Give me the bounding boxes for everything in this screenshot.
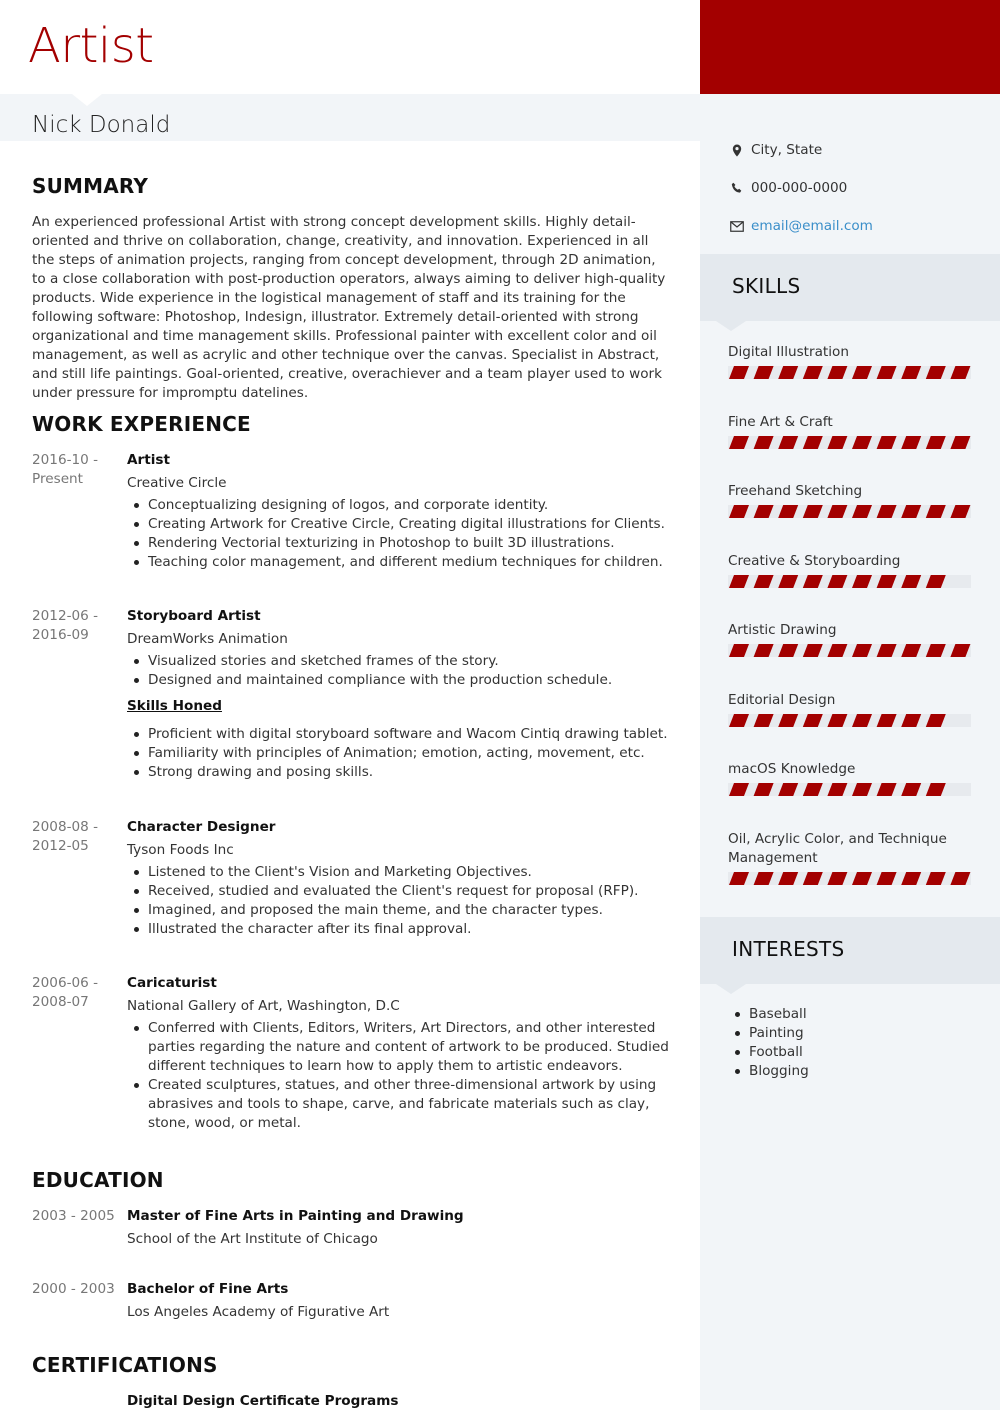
job-org: DreamWorks Animation — [127, 631, 288, 647]
skill-label: Creative & Storyboarding — [728, 553, 901, 569]
job-org: Tyson Foods Inc — [127, 842, 234, 858]
education-date: 2003 - 2005 — [32, 1208, 115, 1224]
skill-rating-bar — [728, 872, 973, 885]
job-date: 2016-10 - Present — [32, 452, 99, 487]
list-item: Strong drawing and posing skills. — [127, 763, 672, 782]
job-role: Character Designer — [127, 819, 276, 835]
list-item: Baseball — [728, 1005, 809, 1024]
skills-notch — [716, 321, 746, 331]
skill-label: Digital Illustration — [728, 344, 849, 360]
skill-rating-bar — [728, 366, 973, 379]
skills-honed-heading: Skills Honed — [127, 698, 222, 714]
skill-label: Editorial Design — [728, 692, 836, 708]
skills-band — [700, 254, 1000, 321]
list-item: Teaching color management, and different medium techniques for children. — [127, 553, 672, 572]
job-org: National Gallery of Art, Washington, D.C — [127, 998, 400, 1014]
list-item: Imagined, and proposed the main theme, and the character types. — [127, 901, 672, 920]
school: Los Angeles Academy of Figurative Art — [127, 1304, 390, 1320]
name-notch — [72, 94, 102, 106]
degree: Master of Fine Arts in Painting and Drawing — [127, 1208, 464, 1224]
person-name: Nick Donald — [32, 112, 171, 138]
job-date: 2008-08 - 2012-05 — [32, 819, 99, 854]
interests-heading: INTERESTS — [732, 937, 845, 961]
job-role: Storyboard Artist — [127, 608, 261, 624]
job-role: Caricaturist — [127, 975, 217, 991]
job-date: 2012-06 - 2016-09 — [32, 608, 99, 643]
school: School of the Art Institute of Chicago — [127, 1231, 378, 1247]
education-date: 2000 - 2003 — [32, 1281, 115, 1297]
envelope-icon — [730, 219, 744, 233]
skill-rating-bar — [728, 783, 973, 796]
email-link[interactable]: email@email.com — [751, 218, 873, 234]
skill-row — [728, 691, 973, 727]
job-date: 2006-06 - 2008-07 — [32, 975, 99, 1010]
list-item: Created sculptures, statues, and other three-dimensional artwork by using abrasives and tools to shape, carve, and fabricate materials such as clay, stone, wood, or metal. — [127, 1076, 672, 1133]
list-item: Creating Artwork for Creative Circle, Creating digital illustrations for Clients. — [127, 515, 672, 534]
skill-row — [728, 413, 973, 449]
job-bullets — [127, 496, 672, 572]
interests-band — [700, 917, 1000, 984]
skill-row — [728, 621, 973, 657]
list-item: Designed and maintained compliance with the production schedule. — [127, 671, 672, 690]
map-pin-icon — [730, 143, 744, 157]
interests-notch — [716, 984, 746, 994]
contact-email[interactable] — [730, 218, 873, 234]
skill-row — [728, 760, 973, 796]
job-role: Artist — [127, 452, 170, 468]
degree: Bachelor of Fine Arts — [127, 1281, 289, 1297]
summary-heading: SUMMARY — [32, 174, 149, 198]
list-item: Conceptualizing designing of logos, and corporate identity. — [127, 496, 672, 515]
list-item: Received, studied and evaluated the Client's request for proposal (RFP). — [127, 882, 672, 901]
skill-rating-bar — [728, 505, 973, 518]
skill-label: Fine Art & Craft — [728, 414, 833, 430]
skill-rating-bar — [728, 436, 973, 449]
skill-label: Oil, Acrylic Color, and Technique Management — [728, 831, 947, 866]
skill-rating-bar — [728, 644, 973, 657]
list-item: Listened to the Client's Vision and Marketing Objectives. — [127, 863, 672, 882]
job-bullets — [127, 1019, 672, 1133]
skill-row — [728, 552, 973, 588]
list-item: Visualized stories and sketched frames of the story. — [127, 652, 672, 671]
certifications-heading: CERTIFICATIONS — [32, 1353, 218, 1377]
interests-list — [728, 1005, 809, 1081]
phone-icon — [730, 181, 744, 195]
skills-honed-bullets — [127, 725, 672, 782]
skills-heading: SKILLS — [732, 274, 801, 298]
work-heading: WORK EXPERIENCE — [32, 412, 251, 436]
list-item: Conferred with Clients, Editors, Writers, Art Directors, and other interested parties regarding the nature and content of artwork to be produced. Studied different techniques to learn how to apply them to artistic endeavors. — [127, 1019, 672, 1076]
skill-label: Freehand Sketching — [728, 483, 863, 499]
accent-block — [700, 0, 1000, 94]
skill-label: macOS Knowledge — [728, 761, 856, 777]
certification-name: Digital Design Certificate Programs — [127, 1393, 399, 1409]
contact-phone — [730, 180, 847, 196]
job-bullets — [127, 652, 672, 690]
location-text: City, State — [751, 142, 823, 158]
skill-row — [728, 343, 973, 379]
list-item: Proficient with digital storyboard software and Wacom Cintiq drawing tablet. — [127, 725, 672, 744]
summary-text: An experienced professional Artist with strong concept development skills. Highly detail-oriented and thrive on collaboration, change, creativity, and innovation. Experienced in all the steps of animation projects, ranging from concept development, through 2D animation, to a close collaboration with post-production operators, always aiming to deliver high-quality products. Wide experience in the logistical management of staff and its training for the following software: Photoshop, Indesign, illustrator. Extremely detail-oriented with strong organizational and time management skills. Professional painter with excellent color and oil management, as well as acrylic and other technique over the canvas. Specialist in Abstract, and still life paintings. Goal-oriented, creative, overachiever and a team player used to work under pressure for impromptu datelines. — [32, 214, 666, 401]
contact-location — [730, 142, 822, 158]
job-title: Artist — [28, 18, 154, 74]
list-item: Painting — [728, 1024, 809, 1043]
job-bullets — [127, 863, 672, 939]
list-item: Illustrated the character after its final approval. — [127, 920, 672, 939]
list-item: Rendering Vectorial texturizing in Photoshop to built 3D illustrations. — [127, 534, 672, 553]
list-item: Football — [728, 1043, 809, 1062]
skill-rating-bar — [728, 575, 973, 588]
skill-label: Artistic Drawing — [728, 622, 837, 638]
phone-text: 000-000-0000 — [751, 180, 848, 196]
education-heading: EDUCATION — [32, 1168, 164, 1192]
skill-row — [728, 482, 973, 518]
skill-row — [728, 830, 973, 885]
list-item: Blogging — [728, 1062, 809, 1081]
skill-rating-bar — [728, 714, 973, 727]
list-item: Familiarity with principles of Animation; emotion, acting, movement, etc. — [127, 744, 672, 763]
job-org: Creative Circle — [127, 475, 227, 491]
